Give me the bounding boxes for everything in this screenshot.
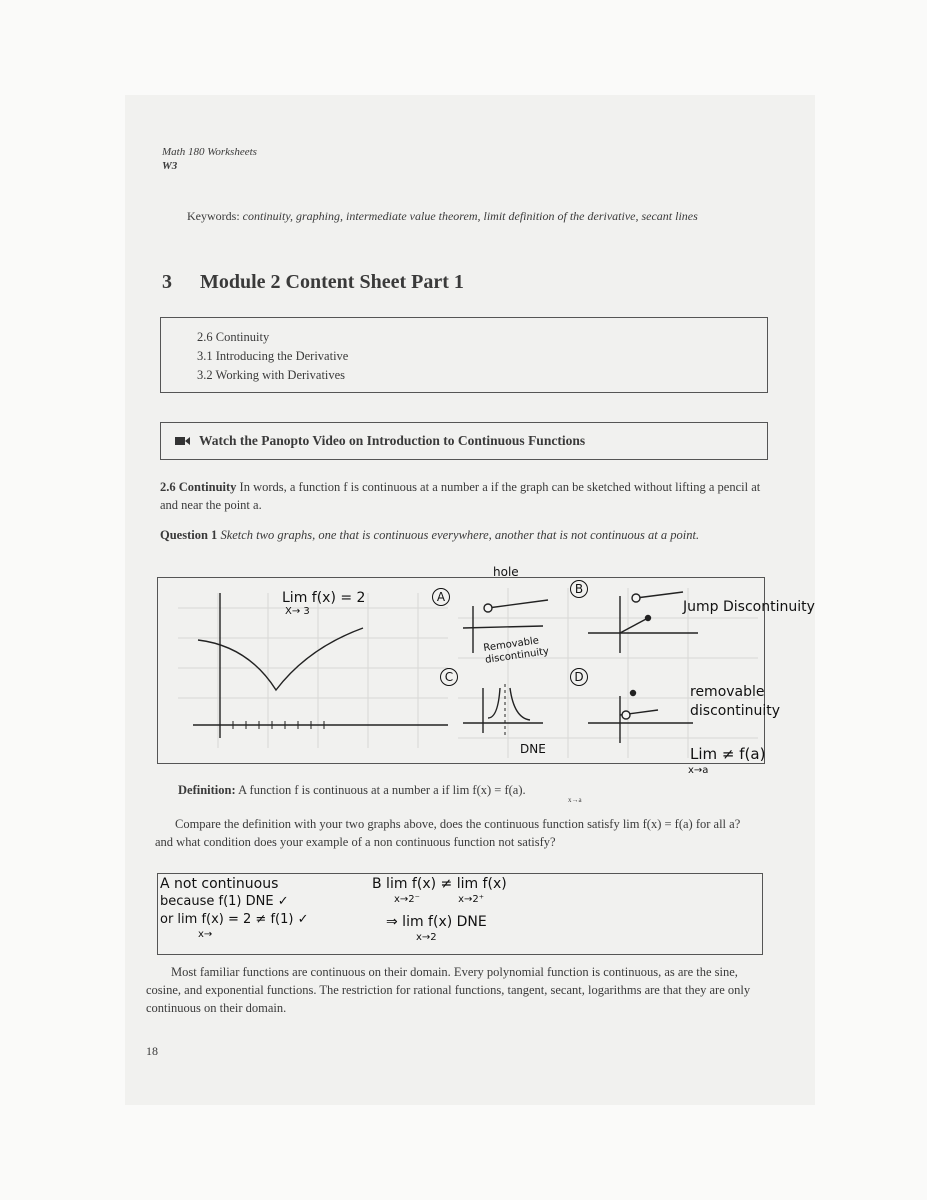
video-box[interactable] xyxy=(160,422,768,460)
section-number: 3 xyxy=(162,271,172,293)
definition-sub: x→a xyxy=(568,796,582,804)
hand-removable-1: Removable discontinuity xyxy=(482,635,550,666)
toc-item: 3.1 Introducing the Derivative xyxy=(197,349,349,363)
definition-label: Definition: xyxy=(178,783,236,797)
hand-lim-top: Lim f(x) = 2 xyxy=(282,590,366,606)
answer-a-line3-sub: x→ xyxy=(198,929,213,940)
answer-a-line1: A not continuous xyxy=(160,876,279,892)
hand-label-d: D xyxy=(570,668,588,686)
hand-lim-right-sub: x→a xyxy=(688,765,709,776)
toc-item: 3.2 Working with Derivatives xyxy=(197,368,346,382)
hand-dne: DNE xyxy=(520,742,546,756)
hand-jump: Jump Discontinuity xyxy=(683,599,815,615)
continuity-heading: 2.6 Continuity xyxy=(160,480,237,494)
compare-paragraph: Compare the definition with your two graphs above, does the continuous function satisfy lim f(x) = f(a) for all a? and what condition does your example of a non continuous function not satisfy? xyxy=(155,817,741,849)
continuity-text: In words, a function f is continuous at a number a if the graph can be sketched without lifting a pencil at and near the point a. xyxy=(160,480,761,512)
hand-label-c: C xyxy=(440,668,458,686)
keywords-text: continuity, graphing, intermediate value theorem, limit definition of the derivative, secant lines xyxy=(242,209,698,223)
video-camera-icon xyxy=(175,435,191,447)
contents-box xyxy=(160,317,768,393)
definition-text: A function f is continuous at a number a if lim f(x) = f(a). xyxy=(238,783,526,797)
answer-b-line2-sub: x→2 xyxy=(416,932,437,943)
answer-box xyxy=(157,873,763,955)
keywords-paragraph xyxy=(162,207,762,226)
hand-label-b: B xyxy=(570,580,588,598)
answer-b-line1: B lim f(x) ≠ lim f(x) xyxy=(372,876,507,892)
answer-a-line3: or lim f(x) = 2 ≠ f(1) ✓ xyxy=(160,912,309,927)
header-course: Math 180 Worksheets xyxy=(162,146,257,158)
hand-label-a: A xyxy=(432,588,450,606)
answer-b-line1-sub: x→2⁻ x→2⁺ xyxy=(394,894,485,905)
section-title: Module 2 Content Sheet Part 1 xyxy=(200,271,464,293)
answer-a-line2: because f(1) DNE ✓ xyxy=(160,894,289,909)
definition xyxy=(178,781,738,799)
question-1-heading: Question 1 xyxy=(160,528,218,542)
hand-lim-right: Lim ≠ f(a) xyxy=(690,745,766,763)
video-link[interactable]: Watch the Panopto Video on Introduction to Continuous Functions xyxy=(199,433,586,448)
section-heading xyxy=(162,271,464,294)
keywords-label: Keywords: xyxy=(187,209,240,223)
hand-hole: hole xyxy=(493,565,519,579)
hand-removable-2: removable discontinuity xyxy=(690,684,780,719)
hand-lim-top-sub: X→ 3 xyxy=(285,606,310,617)
question-1-text: Sketch two graphs, one that is continuous everywhere, another that is not continuous at a point. xyxy=(220,528,700,542)
sketch-graphs xyxy=(158,578,764,763)
question-1 xyxy=(160,526,764,544)
answer-b-line2: ⇒ lim f(x) DNE xyxy=(386,914,487,930)
sketch-box xyxy=(157,577,765,764)
continuity-paragraph xyxy=(160,478,764,514)
page-number: 18 xyxy=(146,1044,158,1058)
closing-paragraph: Most familiar functions are continuous on their domain. Every polynomial function is continuous, as are the sine, cosine, and exponential functions. The restriction for rational functions, tangent, secant, logarithms are that they are only continuous on their domain. xyxy=(146,965,751,1015)
header-code: W3 xyxy=(162,160,178,172)
toc-item: 2.6 Continuity xyxy=(197,330,270,344)
